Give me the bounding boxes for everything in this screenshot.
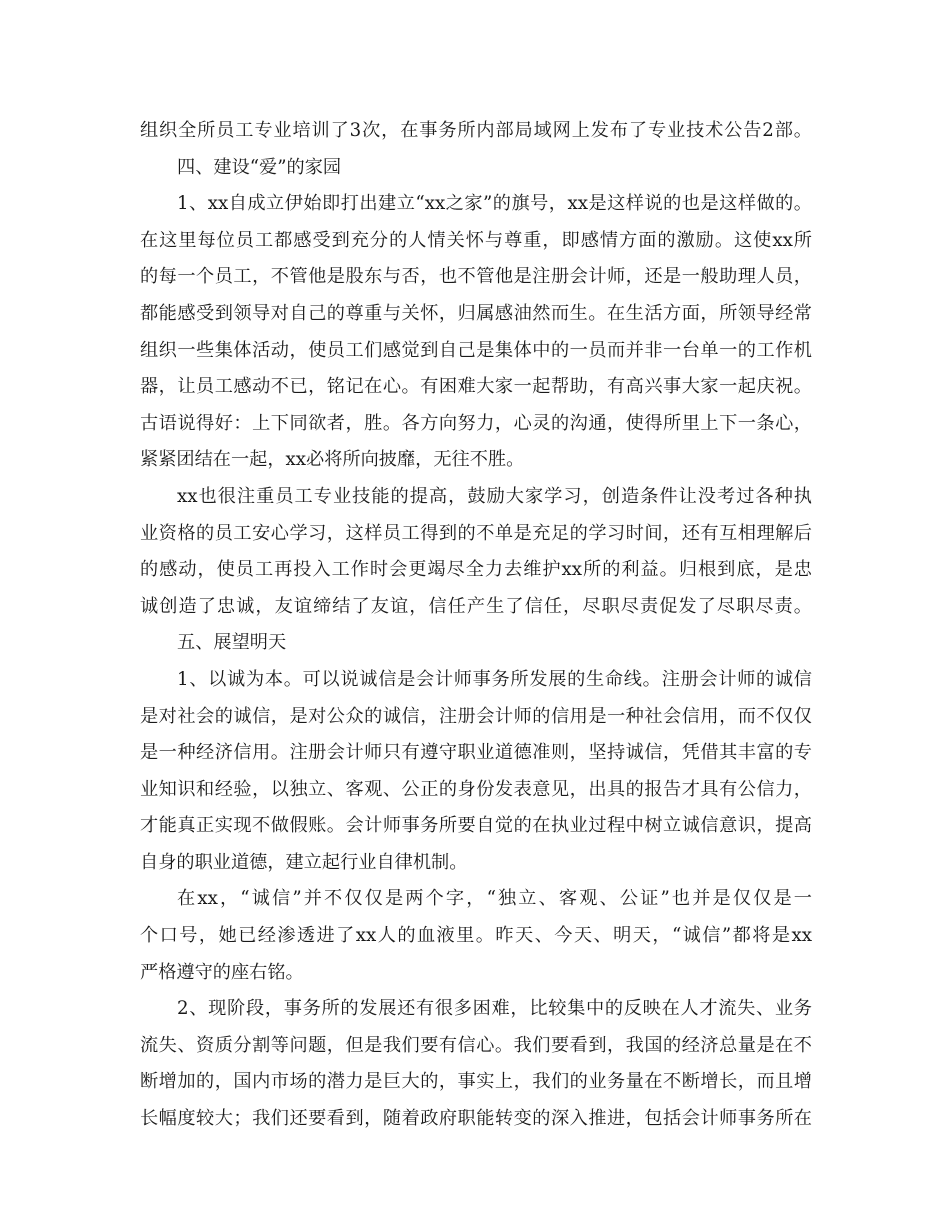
text-line: 的每一个员工，不管他是股东与否，也不管他是注册会计师，还是一般助理人员， (140, 266, 812, 288)
text-line: 个口号，她已经渗透进了xx人的血液里。昨天、今天、明天，“诚信”都将是xx (140, 925, 812, 947)
document-body (140, 113, 812, 1138)
paragraph-first-line: 1、以诚为本。可以说诚信是会计师事务所发展的生命线。注册会计师的诚信 (177, 668, 812, 690)
text-line: 是一种经济信用。注册会计师只有遵守职业道德准则，坚持诚信，凭借其丰富的专 (140, 742, 812, 764)
text-line: 组织一些集体活动，使员工们感觉到自己是集体中的一员而并非一台单一的工作机 (140, 339, 812, 361)
paragraph-first-line: 五、展望明天 (177, 632, 287, 654)
text-line: 诚创造了忠诚，友谊缔结了友谊，信任产生了信任，尽职尽责促发了尽职尽责。 (140, 595, 812, 617)
text-line: 紧紧团结在一起，xx必将所向披靡，无往不胜。 (140, 449, 525, 471)
text-line: 自身的职业道德，建立起行业自律机制。 (140, 851, 468, 873)
paragraph-first-line: 1、xx自成立伊始即打出建立“xx之家”的旗号，xx是这样说的也是这样做的。 (177, 193, 812, 215)
paragraph-first-line: xx也很注重员工专业技能的提高，鼓励大家学习，创造条件让没考过各种执 (177, 485, 812, 507)
text-line: 长幅度较大；我们还要看到，随着政府职能转变的深入推进，包括会计师事务所在 (140, 1108, 812, 1130)
text-line: 的感动，使员工再投入工作时会更竭尽全力去维护xx所的利益。归根到底，是忠 (140, 559, 812, 581)
text-line: 严格遵守的座右铭。 (140, 961, 304, 983)
text-line: 业资格的员工安心学习，这样员工得到的不单是充足的学习时间，还有互相理解后 (140, 522, 812, 544)
text-line: 才能真正实现不做假账。会计师事务所要自觉的在执业过程中树立诚信意识，提高 (140, 815, 812, 837)
text-line: 组织全所员工专业培训了3次，在事务所内部局域网上发布了专业技术公告2部。 (140, 120, 812, 141)
text-line: 业知识和经验，以独立、客观、公正的身份发表意见，出具的报告才具有公信力， (140, 778, 812, 800)
paragraph-first-line: 2、现阶段，事务所的发展还有很多困难，比较集中的反映在人才流失、业务 (177, 998, 812, 1020)
paragraph-first-line: 在xx，“诚信”并不仅仅是两个字，“独立、客观、公证”也并是仅仅是一 (177, 888, 812, 910)
text-line: 器，让员工感动不已，铭记在心。有困难大家一起帮助，有高兴事大家一起庆祝。 (140, 376, 812, 398)
text-line: 古语说得好：上下同欲者，胜。各方向努力，心灵的沟通，使得所里上下一条心， (140, 412, 812, 434)
text-line: 是对社会的诚信，是对公众的诚信，注册会计师的信用是一种社会信用，而不仅仅 (140, 705, 812, 727)
text-line: 流失、资质分割等问题，但是我们要有信心。我们要看到，我国的经济总量是在不 (140, 1034, 812, 1056)
paragraph-first-line: 四、建设“爱”的家园 (177, 156, 342, 178)
text-line: 在这里每位员工都感受到充分的人情关怀与尊重，即感情方面的激励。这使xx所 (140, 229, 812, 251)
text-line: 都能感受到领导对自己的尊重与关怀，归属感油然而生。在生活方面，所领导经常 (140, 302, 812, 324)
text-line: 断增加的，国内市场的潜力是巨大的，事实上，我们的业务量在不断增长，而且增 (140, 1071, 812, 1093)
